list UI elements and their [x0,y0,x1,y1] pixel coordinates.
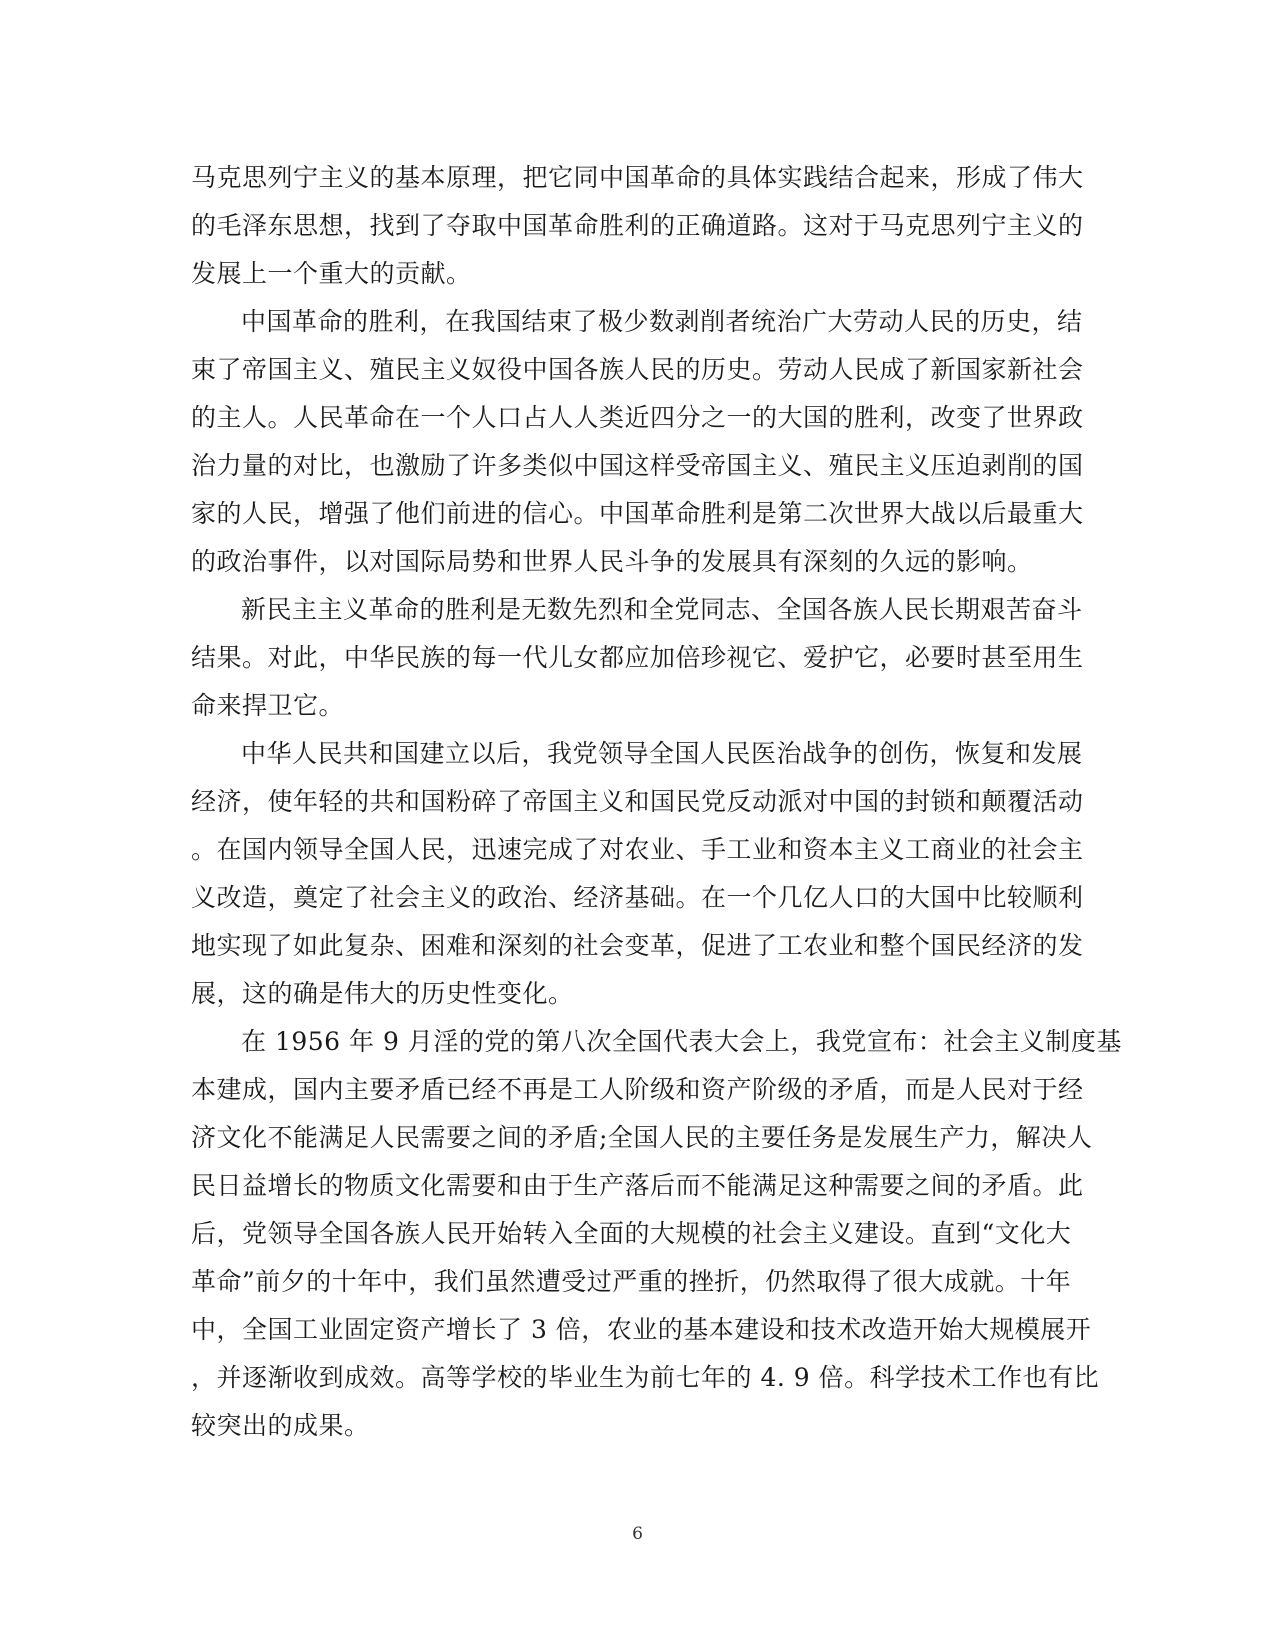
text-line-8: 家的人民，增强了他们前进的信心。中国革命胜利是第二次世界大战以后最重大 [191,499,1084,528]
text-line-1: 马克思列宁主义的基本原理，把它同中国革命的具体实践结合起来，形成了伟大 [191,163,1084,192]
text-line-11: 结果。对此，中华民族的每一代儿女都应加倍珍视它、爱护它，必要时甚至用生 [191,643,1084,672]
text-line-24: 革命”前夕的十年中，我们虽然遭受过严重的挫折，仍然取得了很大成就。十年 [191,1267,1072,1296]
page-number: 6 [632,1524,643,1544]
text-line-6: 的主人。人民革命在一个人口占人人类近四分之一的大国的胜利，改变了世界政 [191,403,1084,432]
text-line-4: 中国革命的胜利，在我国结束了极少数剥削者统治广大劳动人民的历史，结 [241,307,1083,336]
text-line-15: 。在国内领导全国人民，迅速完成了对农业、手工业和资本主义工商业的社会主 [191,835,1084,864]
text-line-25: 中，全国工业固定资产增长了 3 倍，农业的基本建设和技术改造开始大规模展开 [191,1315,1092,1344]
body-text [191,154,1122,1450]
text-line-21: 济文化不能满足人民需要之间的矛盾;全国人民的主要任务是发展生产力，解决人 [191,1123,1093,1152]
text-line-19: 在 1956 年 9 月淫的党的第八次全国代表大会上，我党宣布：社会主义制度基 [241,1027,1122,1056]
text-line-22: 民日益增长的物质文化需要和由于生产落后而不能满足这种需要之间的矛盾。此 [191,1171,1084,1200]
text-line-12: 命来捍卫它。 [191,691,345,720]
text-line-20: 本建成，国内主要矛盾已经不再是工人阶级和资产阶级的矛盾，而是人民对于经 [191,1075,1084,1104]
text-line-27: 较突出的成果。 [191,1411,370,1440]
text-line-16: 义改造，奠定了社会主义的政治、经济基础。在一个几亿人口的大国中比较顺利 [191,883,1084,912]
text-line-7: 治力量的对比，也激励了许多类似中国这样受帝国主义、殖民主义压迫剥削的国 [191,451,1084,480]
text-line-26: ，并逐渐收到成效。高等学校的毕业生为前七年的 4. 9 倍。科学技术工作也有比 [191,1363,1100,1392]
text-line-23: 后，党领导全国各族人民开始转入全面的大规模的社会主义建设。直到“文化大 [191,1219,1072,1248]
text-line-2: 的毛泽东思想，找到了夺取中国革命胜利的正确道路。这对于马克思列宁主义的 [191,211,1084,240]
text-line-18: 展，这的确是伟大的历史性变化。 [191,979,574,1008]
text-line-9: 的政治事件，以对国际局势和世界人民斗争的发展具有深刻的久远的影响。 [191,547,1033,576]
text-line-14: 经济，使年轻的共和国粉碎了帝国主义和国民党反动派对中国的封锁和颠覆活动 [191,787,1084,816]
text-line-13: 中华人民共和国建立以后，我党领导全国人民医治战争的创伤，恢复和发展 [241,739,1083,768]
text-line-10: 新民主主义革命的胜利是无数先烈和全党同志、全国各族人民长期艰苦奋斗 [241,595,1083,624]
text-line-17: 地实现了如此复杂、困难和深刻的社会变革，促进了工农业和整个国民经济的发 [191,931,1084,960]
text-line-3: 发展上一个重大的贡献。 [191,259,472,288]
text-line-5: 束了帝国主义、殖民主义奴役中国各族人民的历史。劳动人民成了新国家新社会 [191,355,1084,384]
